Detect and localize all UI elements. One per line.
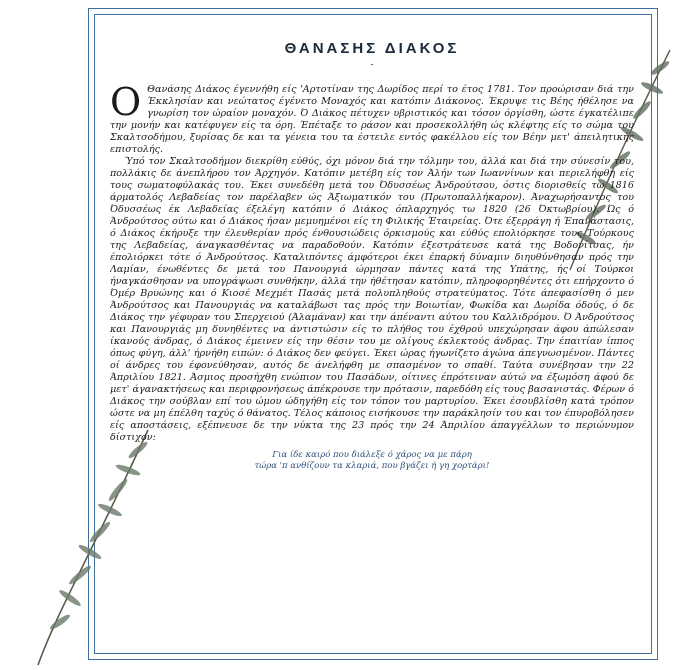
paragraph-1-text: Θανάσης Διάκος έγεννήθη είς 'Αρτοτίναν της Δωρίδος περί το έτος 1781. Τον προώρισαν διά την Έκκλησίαν και νεώτατος έγένετο Μοναχός και κατόπιν Διάκονος. Έκρυψε τις Βέης ήθέλησε να γνωρίση τον ώραίον μοναχόν. Ό Διάκος πέτυχεν υβριστικός και τόσον όργίσθη, ώστε έγκατέλιπε την μονήν και κατέφυγεν είς τα όρη. Έπέταξε το ράσον και προσεκολλήθη ώς κλέφτης είς το σώμα του Σκαλτσοδήμου, ξυρίσας δε και τα γένεια του τα έστειλε εντός φακέλλου είς τον Βέην μετ' άπειλητικής επιστολής. — [110, 84, 634, 155]
paragraph-1 — [110, 80, 634, 156]
biography-body — [110, 80, 634, 444]
title-separator: - — [370, 60, 374, 70]
closing-couplet — [110, 450, 634, 472]
couplet-line-1: Για ίδε καιρό που διάλεξε ό χάρος να με πάρη — [272, 450, 472, 460]
drop-cap: Ο — [110, 80, 142, 124]
paragraph-2: Ύπό τον Σκαλτσοδήμον διεκρίθη εύθύς, όχι μόνον διά την τόλμην του, άλλά και διά την σύνεσίν του, πολλάκις δε άνεπλήρου τον Άρχηγόν. Κατόπιν μετέβη είς τον Άλήν των Ιωαννίνων και περιελήφθη είς τους σωματοφύλακάς του. Έκει συνεδέθη μετά του Όδυσσέως Άνδρούτσου, όστις διορισθείς τω 1816 άρματολός Λεβαδείας τον παρέλαβεν ώς Άξιωματικόν του (Πρωτοπαλλήκαρον). Άναχωρήσαντος του Όδυσσέως έκ Λεβαδείας έξελέγη κατόπιν ό Διάκος όπλαρχηγός τω 1820 (26 Όκτωβρίου). Ώς ό Άνδρούτσος ούτω και ό Διάκος ήσαν μεμυημένοι είς τη Φιλικής Έταιρείας. Ότε έξερράγη ή Έπανάστασις, ό Διάκος έκήρυξε την έλευθερίαν πρός ένθουσιώδεις όρκισμούς και εύθύς επολιόρκησε τους Τούρκους της Λεβαδείας, άναγκασθέντας να παραδοθούν. Κατόπιν έξεστράτευσε κατά της Βοδονίτσας, ήν έπολιόρκει τότε ό Άνδρούτσος. Καταλιπόντες άμφότεροι έκει έπαρκή δύναμιν διηυθύνθησαν πρός την Λαμίαν, ένωθέντες δε μετά του Πανουργιά ώρμησαν πάντες κατά της Υπάτης, ής οί Τούρκοι ήναγκάσθησαν να υπογράψωσι συνθήκην, άλλά την ήθέτησαν κατόπιν, πληροφορηθέντες ότι επήρχοντο ό Όμέρ Βρυώνης και ό Κιοσέ Μεχμέτ Πασάς μετά πολυπληθούς στρατεύματος. Τότε άπεφασίσθη ό μεν Άνδρούτσος και Πανουργιάς να καταλάβωσι τας πρός την Βοιωτίαν, Φωκίδα και Δωρίδα όδούς, ό δε Διάκος την γέφυραν του Σπερχειού (Άλαμάναν) και την άπέναντι αύτου του Καλλιδρόμου. Ό Άνδρούτσος και Πανουργιάς μη δυνηθέντες να άντιστώσιν είς το πλήθος του έχθρού υπεχώρησαν άφου άπώλεσαν ίκανούς άνδρας, ό Διάκος έμεινεν είς την θέσιν του με ολίγους έκλεκτούς άνδρας. Την έπαιτίαν ίππος όπως φύγη, άλλ' ήρνήθη ειπών: ό Διάκος δεν φεύγει. Έκει ώρας ήγωνίζετο άγώνα άπεγνωσμένον. Πάντες οί άνδρες του έφονεύθησαν, αυτός δε άνελήφθη με σπασμένον το σπαθί. Ταύτα συνέβησαν την 22 Άπριλίου 1821. Άσμιος προσήχθη ενώπιον του Πασάδων, οίτινες έπρότειναν αύτώ να έξωμόση άφού δε μετ' άγανακτήσεως και περιφρονήσεως άπέκρουσε την πρότασιν, παρεδόθη είς τους βασανιστάς. Φέρων ό Διάκος την σούβλαν επί του ώμου ώδηγήθη είς τον τόπον του μαρτυρίου. Έκει έσουβλίσθη κατά τρόπον ώστε να μη έπέλθη ταχύς ό θάνατος. Τέλος κάποιος εισήκουσε την παράκλησίν του και τον έπυροβόλησεν είς αποστάσεις, εξέπνευσε δε την νύκτα της 23 πρός την 24 Άπριλίου άπαγγέλλων το περιώνυμον δίστιχον: — [110, 156, 634, 443]
page-title: ΘΑΝΑΣΗΣ ΔΙΑΚΟΣ — [284, 40, 460, 57]
document-content — [110, 34, 634, 644]
couplet-line-2: τώρα 'π ανθίζουν τα κλαριά, που βγάζει ή γη χορτάρι! — [254, 461, 490, 471]
